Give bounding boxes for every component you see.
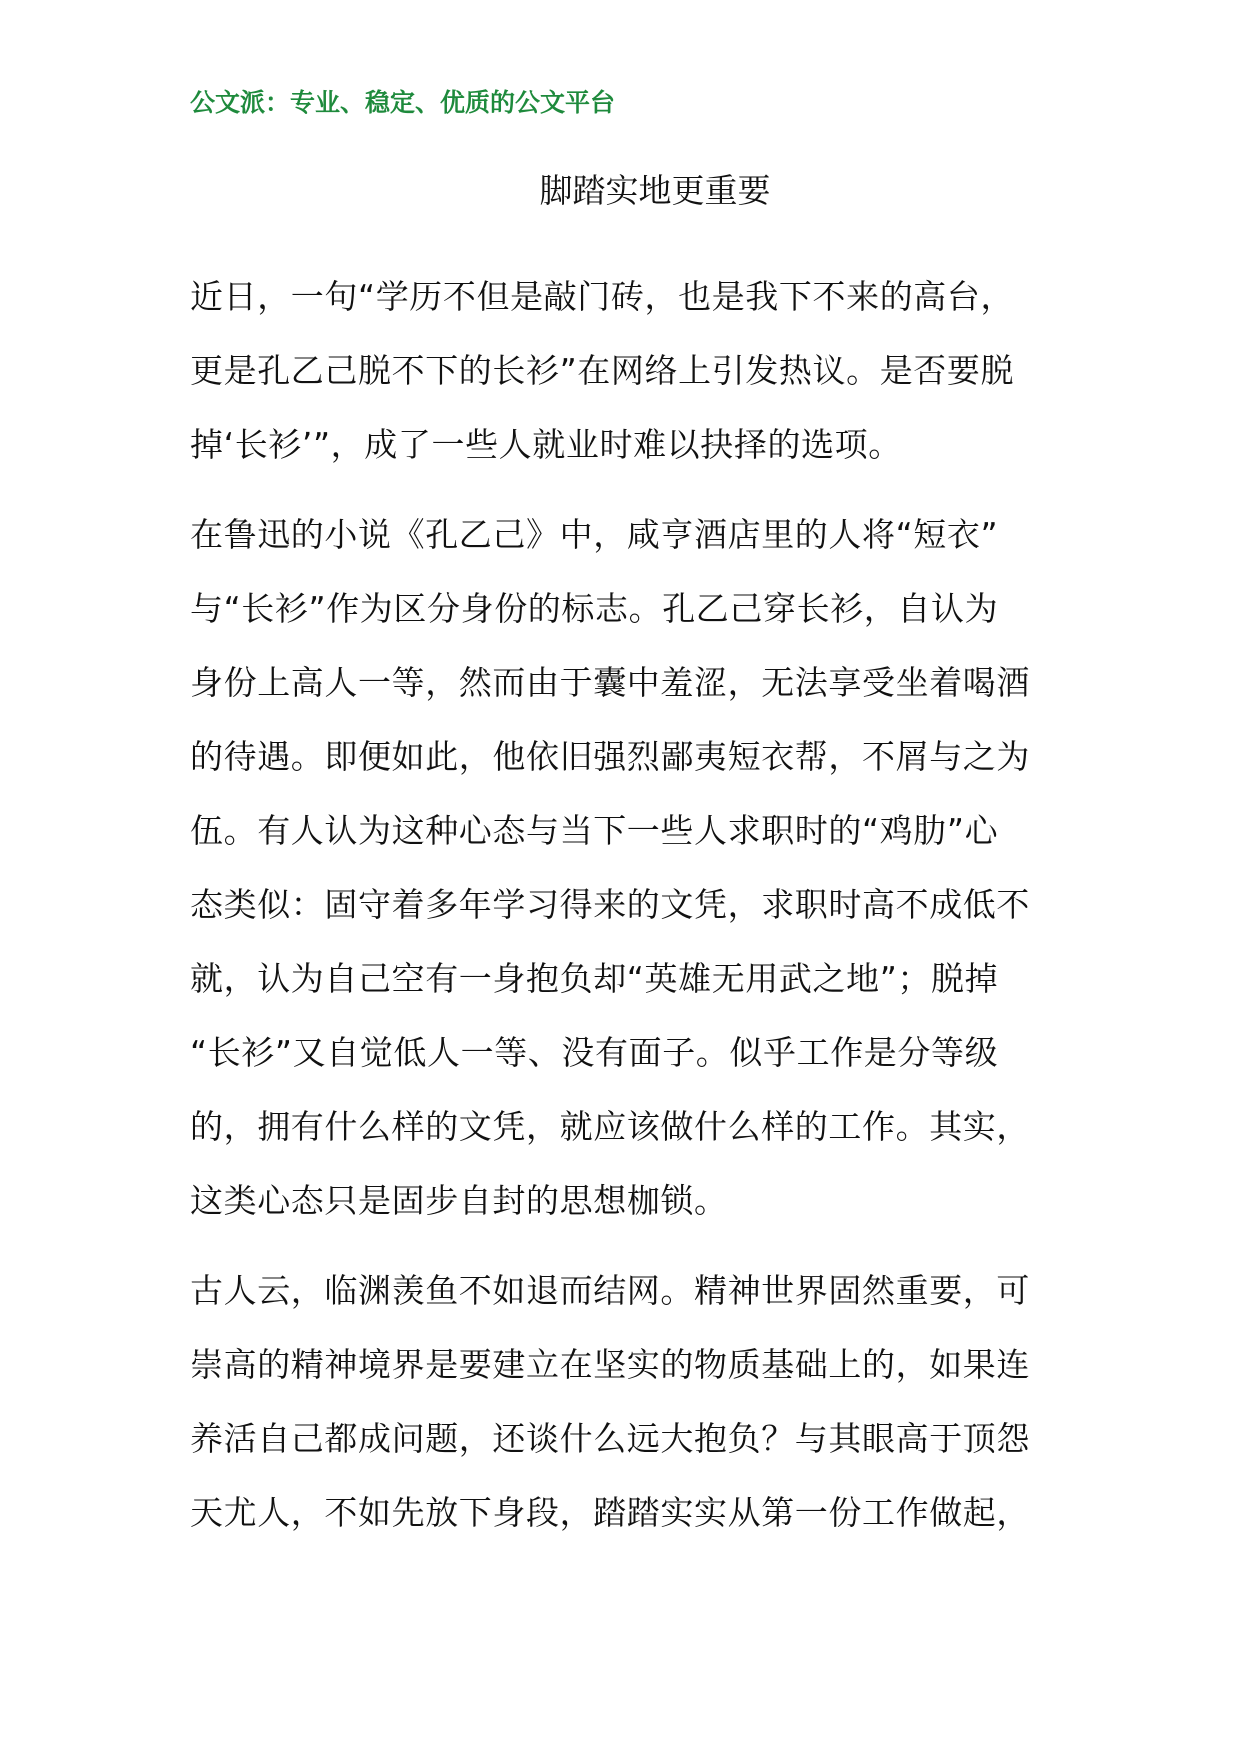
document-body	[190, 260, 1060, 1566]
text-line: 掉‘长衫’”，成了一些人就业时难以抉择的选项。	[190, 425, 902, 464]
text-line: 古人云，临渊羡鱼不如退而结网。精神世界固然重要，可	[190, 1271, 1030, 1310]
document-title: 脚踏实地更重要	[539, 171, 771, 210]
text-line: 天尤人，不如先放下身段，踏踏实实从第一份工作做起，	[190, 1493, 1030, 1532]
brand-header: 公文派：专业、稳定、优质的公文平台	[190, 88, 616, 117]
paragraph-2	[190, 498, 1060, 1238]
paragraph-3	[190, 1254, 1060, 1550]
text-line: 近日，一句“学历不但是敲门砖，也是我下不来的高台，	[190, 277, 1015, 316]
text-line: 的待遇。即便如此，他依旧强烈鄙夷短衣帮，不屑与之为	[190, 737, 1030, 776]
text-line: 养活自己都成问题，还谈什么远大抱负？与其眼高于顶怨	[190, 1419, 1030, 1458]
text-line: 就，认为自己空有一身抱负却“英雄无用武之地”；脱掉	[190, 959, 999, 998]
text-line: 更是孔乙己脱不下的长衫”在网络上引发热议。是否要脱	[190, 351, 1015, 390]
text-line: 崇高的精神境界是要建立在坚实的物质基础上的，如果连	[190, 1345, 1030, 1384]
text-line: 身份上高人一等，然而由于囊中羞涩，无法享受坐着喝酒	[190, 663, 1030, 702]
text-line: 在鲁迅的小说《孔乙己》中，咸亨酒店里的人将“短衣”	[190, 515, 999, 554]
text-line: 伍。有人认为这种心态与当下一些人求职时的“鸡肋”心	[190, 811, 999, 850]
text-line: “长衫”又自觉低人一等、没有面子。似乎工作是分等级	[190, 1033, 999, 1072]
text-line: 这类心态只是固步自封的思想枷锁。	[190, 1181, 728, 1220]
text-line: 的，拥有什么样的文凭，就应该做什么样的工作。其实，	[190, 1107, 1030, 1146]
paragraph-1	[190, 260, 1060, 482]
text-line: 与“长衫”作为区分身份的标志。孔乙己穿长衫，自认为	[190, 589, 999, 628]
text-line: 态类似：固守着多年学习得来的文凭，求职时高不成低不	[190, 885, 1030, 924]
